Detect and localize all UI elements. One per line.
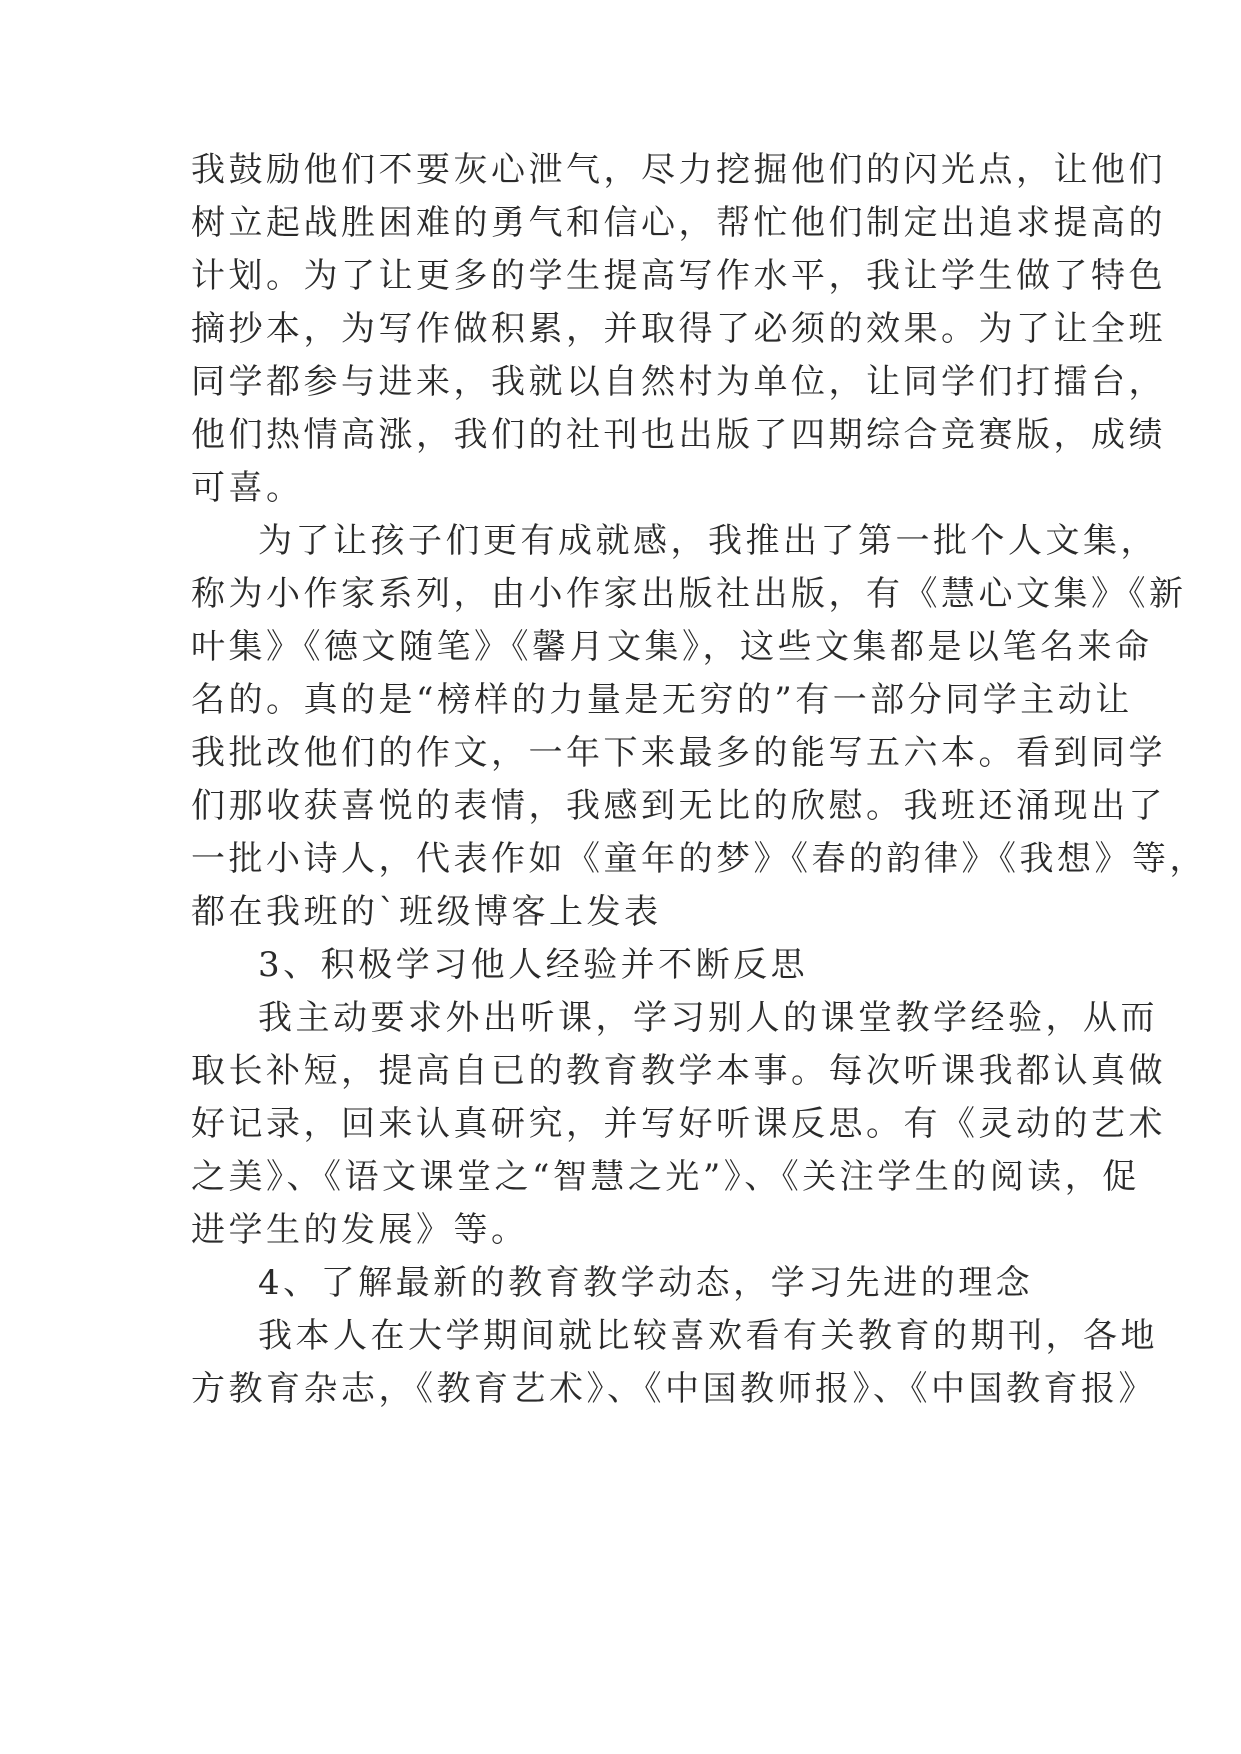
text-line: 进学生的发展》等。	[191, 1210, 529, 1250]
text-line: 我鼓励他们不要灰心泄气，尽力挖掘他们的闪光点，让他们	[191, 150, 1166, 190]
text-line: 之美》、《语文课堂之“智慧之光”》、《关注学生的阅读，促	[191, 1157, 1140, 1197]
text-line: 一批小诗人，代表作如《童年的梦》《春的韵律》《我想》等，	[191, 839, 1207, 879]
section-heading: 4、了解最新的教育教学动态，学习先进的理念	[258, 1263, 1034, 1303]
section-heading: 3、积极学习他人经验并不断反思	[258, 945, 809, 985]
text-line: 们那收获喜悦的表情，我感到无比的欣慰。我班还涌现出了	[191, 786, 1166, 826]
text-line: 摘抄本，为写作做积累，并取得了必须的效果。为了让全班	[191, 309, 1166, 349]
text-line: 树立起战胜困难的勇气和信心，帮忙他们制定出追求提高的	[191, 203, 1166, 243]
text-line: 称为小作家系列，由小作家出版社出版，有《慧心文集》《新	[191, 574, 1187, 614]
text-line: 计划。为了让更多的学生提高写作水平，我让学生做了特色	[191, 256, 1166, 296]
text-line: 可喜。	[191, 468, 304, 508]
text-line: 同学都参与进来，我就以自然村为单位，让同学们打擂台，	[191, 362, 1166, 402]
paragraph-first-line: 我本人在大学期间就比较喜欢看有关教育的期刊，各地	[258, 1316, 1158, 1356]
paragraph-first-line: 我主动要求外出听课，学习别人的课堂教学经验，从而	[258, 998, 1158, 1038]
text-line: 好记录，回来认真研究，并写好听课反思。有《灵动的艺术	[191, 1104, 1166, 1144]
paragraph-first-line: 为了让孩子们更有成就感，我推出了第一批个人文集，	[258, 521, 1158, 561]
text-line: 叶集》《德文随笔》《馨月文集》，这些文集都是以笔名来命	[191, 627, 1153, 667]
text-line: 方教育杂志，《教育艺术》、《中国教师报》、《中国教育报》	[191, 1369, 1156, 1409]
text-line: 都在我班的`班级博客上发表	[191, 892, 662, 932]
text-line: 名的。真的是“榜样的力量是无穷的”有一部分同学主动让	[191, 680, 1133, 720]
text-line: 我批改他们的作文，一年下来最多的能写五六本。看到同学	[191, 733, 1166, 773]
text-line: 他们热情高涨，我们的社刊也出版了四期综合竞赛版，成绩	[191, 415, 1166, 455]
text-line: 取长补短，提高自已的教育教学本事。每次听课我都认真做	[191, 1051, 1166, 1091]
